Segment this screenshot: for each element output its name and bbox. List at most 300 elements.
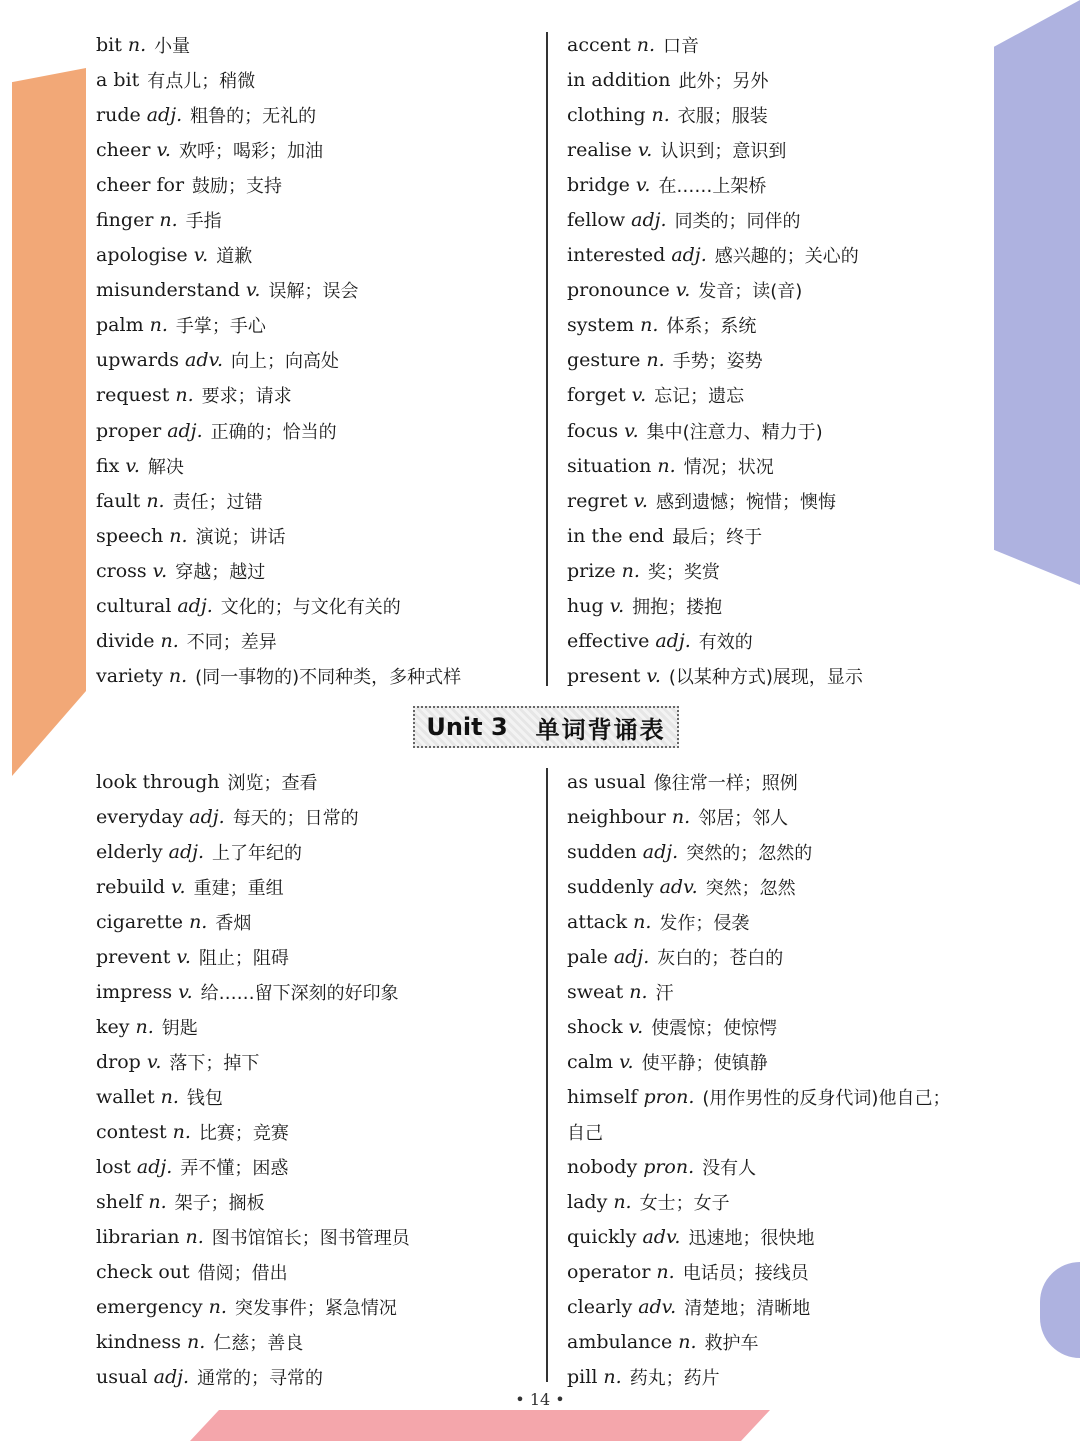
vocab-entry (96, 939, 536, 974)
vocab-meaning: 口音 (663, 35, 700, 57)
part-of-speech: adv. (638, 1295, 677, 1318)
vocab-meaning: 汗 (655, 982, 674, 1004)
vocab-meaning: 忘记；遗忘 (654, 386, 745, 408)
vocab-meaning: 有效的 (698, 632, 753, 654)
vocab-entry (567, 1044, 1007, 1079)
part-of-speech: adj. (136, 1155, 173, 1178)
part-of-speech: n. (127, 33, 147, 56)
vocab-meaning: 突然；忽然 (705, 877, 796, 899)
vocab-entry (96, 904, 536, 939)
vocab-entry (96, 1254, 536, 1289)
vocab-word: neighbour (567, 805, 666, 828)
part-of-speech: adj. (613, 945, 650, 968)
vocab-list-top-left (96, 27, 536, 694)
vocab-entry (567, 764, 1007, 799)
vocab-entry (567, 238, 1007, 273)
vocab-word: present (567, 665, 641, 688)
vocab-meaning: 清楚地；清晰地 (684, 1297, 811, 1319)
part-of-speech: v. (245, 279, 261, 302)
vocab-entry (96, 764, 536, 799)
part-of-speech: v. (619, 1050, 634, 1073)
vocab-meaning: 架子；搁板 (174, 1192, 265, 1214)
vocab-word: shock (567, 1015, 623, 1038)
vocab-word: apologise (96, 244, 188, 267)
vocab-entry (96, 659, 536, 694)
part-of-speech: n. (621, 559, 640, 582)
vocab-entry (96, 343, 536, 378)
part-of-speech: adj. (167, 419, 203, 442)
vocab-meaning: 阻止；阻碍 (198, 947, 289, 969)
part-of-speech: n. (146, 489, 165, 512)
vocab-word: kindness (96, 1330, 181, 1353)
vocab-meaning: 钥匙 (161, 1017, 198, 1039)
part-of-speech: n. (678, 1330, 697, 1353)
part-of-speech: adj. (189, 805, 225, 828)
part-of-speech: n. (186, 1330, 206, 1353)
vocab-meaning: 最后；终于 (672, 526, 763, 548)
part-of-speech: n. (633, 910, 652, 933)
vocab-word: hug (567, 595, 604, 618)
part-of-speech: n. (172, 1120, 191, 1143)
vocab-entry (567, 27, 1007, 62)
vocab-entry (96, 1079, 536, 1114)
vocab-word: palm (96, 314, 144, 337)
vocab-word: pronounce (567, 279, 670, 302)
vocab-meaning: 认识到；意识到 (660, 140, 787, 162)
vocab-entry (567, 553, 1007, 588)
vocab-word: prevent (96, 945, 171, 968)
vocab-word: realise (567, 138, 632, 161)
part-of-speech: n. (135, 1015, 154, 1038)
vocab-word: fix (96, 454, 120, 477)
vocab-meaning: 邻居；邻人 (698, 807, 789, 829)
vocab-word: drop (96, 1050, 141, 1073)
vocab-meaning: 文化的；与文化有关的 (220, 597, 401, 619)
part-of-speech: n. (657, 454, 676, 477)
part-of-speech: n. (646, 349, 665, 372)
part-of-speech: n. (189, 910, 208, 933)
vocab-word: finger (96, 209, 154, 232)
unit-banner (413, 706, 679, 748)
part-of-speech: n. (208, 1295, 227, 1318)
vocab-entry (96, 624, 536, 659)
vocab-meaning: 灰白的；苍白的 (657, 947, 784, 969)
vocab-entry (567, 413, 1007, 448)
vocab-entry (96, 1114, 536, 1149)
vocab-meaning: 使震惊；使惊愕 (651, 1017, 778, 1039)
part-of-speech: adj. (642, 840, 679, 863)
part-of-speech: n. (148, 1190, 167, 1213)
page-number: • 14 • (515, 1390, 565, 1409)
vocab-meaning: 弄不懂；困惑 (180, 1157, 289, 1179)
vocab-word: contest (96, 1120, 167, 1143)
vocab-word: pill (567, 1365, 598, 1388)
unit-label: Unit 3 (426, 713, 508, 741)
column-divider-top (546, 32, 548, 686)
vocab-meaning: 每天的；日常的 (232, 807, 359, 829)
vocab-word: calm (567, 1050, 614, 1073)
part-of-speech: v. (635, 173, 651, 196)
vocab-meaning: 上了年纪的 (212, 842, 303, 864)
vocab-word: emergency (96, 1295, 203, 1318)
unit-title: 单词背诵表 (535, 715, 666, 744)
vocab-entry (567, 273, 1007, 308)
column-divider-bottom (546, 768, 548, 1382)
vocab-word: divide (96, 630, 155, 653)
vocab-meaning: 衣服；服装 (677, 105, 768, 127)
vocab-entry (96, 27, 536, 62)
vocab-word: pale (567, 945, 608, 968)
part-of-speech: n. (613, 1190, 632, 1213)
vocab-meaning: 钱包 (186, 1087, 223, 1109)
vocab-meaning: 发音；读(音) (698, 281, 803, 303)
vocab-entry (567, 202, 1007, 237)
vocab-word: himself (567, 1085, 638, 1108)
vocab-meaning: 道歉 (216, 246, 253, 268)
vocab-word: upwards (96, 349, 179, 372)
vocab-meaning: 突发事件；紧急情况 (234, 1297, 397, 1319)
vocab-word: lost (96, 1155, 131, 1178)
vocab-entry (567, 904, 1007, 939)
vocab-meaning: 重建；重组 (193, 877, 284, 899)
vocab-meaning: 在……上架桥 (658, 175, 767, 197)
vocab-word: interested (567, 244, 666, 267)
vocab-word: prize (567, 559, 616, 582)
vocab-word: proper (96, 419, 162, 442)
vocab-meaning: 解决 (147, 456, 184, 478)
vocab-entry (567, 1184, 1007, 1219)
vocab-word: in addition (567, 68, 671, 91)
vocab-entry (567, 799, 1007, 834)
part-of-speech: n. (671, 805, 691, 828)
vocab-meaning: 小量 (154, 35, 191, 57)
vocab-word: elderly (96, 840, 163, 863)
part-of-speech: adv. (659, 875, 698, 898)
part-of-speech: n. (603, 1365, 622, 1388)
part-of-speech: n. (149, 314, 168, 337)
vocab-entry (96, 553, 536, 588)
vocab-entry (96, 1009, 536, 1044)
vocab-entry (96, 518, 536, 553)
vocab-entry (96, 974, 536, 1009)
vocab-entry (96, 202, 536, 237)
vocab-meaning: 感到遗憾；惋惜；懊悔 (655, 491, 836, 513)
part-of-speech: adj. (153, 1365, 190, 1388)
part-of-speech: n. (160, 1085, 179, 1108)
vocab-entry (96, 378, 536, 413)
vocab-entry (96, 167, 536, 202)
vocab-entry (567, 448, 1007, 483)
vocab-entry (567, 974, 1007, 1009)
vocab-entry (567, 834, 1007, 869)
part-of-speech: n. (185, 1225, 204, 1248)
vocab-word: rude (96, 103, 141, 126)
vocab-entry (96, 1324, 536, 1359)
vocab-entry (96, 834, 536, 869)
part-of-speech: adj. (631, 209, 667, 232)
vocab-word: everyday (96, 805, 184, 828)
vocab-meaning: 使平静；使镇静 (641, 1052, 768, 1074)
vocab-entry (567, 1079, 1007, 1114)
vocab-meaning: 落下；掉下 (169, 1052, 260, 1074)
vocab-entry (96, 1359, 536, 1394)
vocab-entry (96, 799, 536, 834)
vocab-word: cultural (96, 595, 172, 618)
vocab-entry (567, 659, 1007, 694)
vocab-meaning: 误解；误会 (268, 281, 359, 303)
vocab-entry (567, 1254, 1007, 1289)
vocab-entry (567, 518, 1007, 553)
vocab-entry (567, 167, 1007, 202)
vocab-meaning: 没有人 (702, 1157, 757, 1179)
vocab-meaning: 电话员；接线员 (682, 1262, 809, 1284)
part-of-speech: v. (156, 138, 171, 161)
vocab-entry (96, 1289, 536, 1324)
part-of-speech: n. (168, 665, 188, 688)
part-of-speech: v. (125, 454, 140, 477)
vocab-word: clothing (567, 103, 646, 126)
vocab-meaning: 有点儿；稍微 (147, 70, 256, 92)
vocab-entry (567, 869, 1007, 904)
part-of-speech: adj. (146, 103, 183, 126)
pink-decoration-bottom (190, 1410, 770, 1441)
vocab-word: key (96, 1015, 130, 1038)
vocab-entry (96, 308, 536, 343)
vocab-word: sudden (567, 840, 637, 863)
vocab-word: usual (96, 1365, 148, 1388)
vocab-word: request (96, 384, 170, 407)
vocab-meaning: (用作男性的反身代词)他自己； (702, 1087, 951, 1109)
vocab-entry (96, 1219, 536, 1254)
vocab-entry (567, 1219, 1007, 1254)
vocab-meaning: 正确的；恰当的 (210, 421, 337, 443)
vocab-entry (96, 1184, 536, 1219)
part-of-speech: adj. (177, 595, 213, 618)
vocab-word: system (567, 314, 635, 337)
vocab-entry (567, 308, 1007, 343)
vocab-meaning: 拥抱；搂抱 (632, 597, 723, 619)
vocab-meaning: 突然的；忽然的 (686, 842, 813, 864)
vocab-entry (96, 589, 536, 624)
vocab-meaning: 手掌；手心 (175, 316, 266, 338)
vocab-meaning: 集中(注意力、精力于) (646, 421, 823, 443)
vocab-word: sweat (567, 980, 624, 1003)
vocab-meaning: 借阅；借出 (197, 1262, 288, 1284)
vocab-word: rebuild (96, 875, 166, 898)
vocab-meaning: 体系；系统 (666, 316, 757, 338)
violet-decoration-bottom (1040, 1262, 1080, 1358)
vocab-entry (96, 869, 536, 904)
vocab-entry (96, 273, 536, 308)
vocab-meaning: 发作；侵袭 (659, 912, 750, 934)
vocab-word: quickly (567, 1225, 637, 1248)
vocab-word: speech (96, 524, 164, 547)
part-of-speech: n. (160, 630, 179, 653)
vocab-list-bottom-left (96, 764, 536, 1394)
vocab-entry (96, 1044, 536, 1079)
vocab-meaning: 要求；请求 (201, 386, 292, 408)
vocab-meaning: 像往常一样；照例 (653, 772, 798, 794)
part-of-speech: n. (636, 33, 656, 56)
vocab-word: gesture (567, 349, 641, 372)
vocab-meaning: 感兴趣的；关心的 (714, 246, 859, 268)
vocab-meaning: 迅速地；很快地 (688, 1227, 815, 1249)
vocab-meaning: 女士；女子 (639, 1192, 730, 1214)
part-of-speech: v. (176, 945, 191, 968)
vocab-entry (567, 343, 1007, 378)
part-of-speech: v. (193, 244, 209, 267)
vocab-meaning: (以某种方式)展现，显示 (668, 667, 863, 689)
vocab-word: effective (567, 630, 650, 653)
vocab-word: fault (96, 489, 141, 512)
vocab-word: ambulance (567, 1330, 673, 1353)
vocab-entry (96, 62, 536, 97)
part-of-speech: adv. (642, 1225, 681, 1248)
vocab-meaning: 浏览；查看 (227, 772, 318, 794)
part-of-speech: n. (656, 1260, 675, 1283)
vocab-word: a bit (96, 68, 140, 91)
vocab-word: cheer (96, 138, 151, 161)
part-of-speech: v. (152, 559, 168, 582)
vocab-meaning: 香烟 (215, 912, 252, 934)
part-of-speech: n. (640, 314, 659, 337)
vocab-entry (567, 1359, 1007, 1394)
part-of-speech: adj. (671, 244, 707, 267)
part-of-speech: adj. (168, 840, 205, 863)
vocab-entry (567, 1324, 1007, 1359)
vocab-meaning: 药丸；药片 (629, 1367, 720, 1389)
vocab-list-top-right (567, 27, 1007, 694)
vocab-meaning: 通常的；寻常的 (197, 1367, 324, 1389)
vocab-word: look through (96, 770, 220, 793)
part-of-speech: v. (631, 384, 647, 407)
vocab-meaning: 此外；另外 (678, 70, 769, 92)
part-of-speech: v. (675, 279, 691, 302)
vocab-entry (567, 1009, 1007, 1044)
vocab-meaning: 同类的；同伴的 (674, 211, 801, 233)
vocab-word: regret (567, 489, 628, 512)
vocab-meaning: 手指 (185, 211, 222, 233)
vocab-meaning: 自己 (567, 1122, 603, 1144)
vocab-entry (567, 483, 1007, 518)
part-of-speech: n. (651, 103, 670, 126)
vocab-entry (567, 1149, 1007, 1184)
part-of-speech: adj. (655, 630, 691, 653)
part-of-speech: pron. (643, 1155, 695, 1178)
orange-decoration (12, 68, 86, 776)
vocab-word: bit (96, 33, 122, 56)
part-of-speech: n. (169, 524, 188, 547)
vocab-meaning: 仁慈；善良 (213, 1332, 304, 1354)
part-of-speech: pron. (643, 1085, 695, 1108)
vocab-meaning: 鼓励；支持 (192, 175, 283, 197)
vocab-word: operator (567, 1260, 651, 1283)
part-of-speech: v. (633, 489, 648, 512)
vocab-meaning: 穿越；越过 (175, 561, 266, 583)
vocab-meaning: 奖；奖赏 (647, 561, 720, 583)
vocab-meaning: 不同；差异 (186, 632, 277, 654)
part-of-speech: v. (628, 1015, 644, 1038)
vocab-word: cigarette (96, 910, 184, 933)
vocab-meaning: 责任；过错 (172, 491, 263, 513)
part-of-speech: n. (175, 384, 194, 407)
vocab-meaning: 演说；讲话 (195, 526, 286, 548)
vocab-word: forget (567, 384, 626, 407)
vocab-meaning: (同一事物的)不同种类，多种式样 (195, 667, 462, 689)
vocab-meaning: 欢呼；喝彩；加油 (178, 140, 323, 162)
vocab-entry (567, 62, 1007, 97)
vocab-word: situation (567, 454, 652, 477)
vocab-entry (96, 483, 536, 518)
vocab-meaning: 向上；向高处 (231, 351, 340, 373)
vocab-word: attack (567, 910, 628, 933)
vocab-word: wallet (96, 1085, 155, 1108)
vocab-entry (96, 97, 536, 132)
part-of-speech: v. (646, 665, 661, 688)
vocab-meaning: 比赛；竞赛 (198, 1122, 289, 1144)
vocab-meaning: 救护车 (704, 1332, 759, 1354)
vocab-word: check out (96, 1260, 190, 1283)
vocab-word: variety (96, 665, 163, 688)
vocab-entry (567, 1114, 1007, 1149)
part-of-speech: v. (624, 419, 639, 442)
vocab-word: shelf (96, 1190, 143, 1213)
vocab-entry (567, 97, 1007, 132)
part-of-speech: v. (171, 875, 186, 898)
part-of-speech: v. (178, 980, 193, 1003)
part-of-speech: v. (609, 595, 625, 618)
vocab-word: as usual (567, 770, 646, 793)
vocab-entry (567, 132, 1007, 167)
vocab-entry (96, 1149, 536, 1184)
part-of-speech: n. (159, 209, 178, 232)
vocab-entry (96, 238, 536, 273)
vocab-entry (96, 132, 536, 167)
vocab-word: lady (567, 1190, 608, 1213)
vocab-word: fellow (567, 209, 626, 232)
vocab-word: suddenly (567, 875, 654, 898)
vocab-entry (567, 589, 1007, 624)
part-of-speech: v. (146, 1050, 162, 1073)
vocab-entry (96, 448, 536, 483)
vocab-word: impress (96, 980, 173, 1003)
vocab-entry (567, 939, 1007, 974)
vocab-word: librarian (96, 1225, 180, 1248)
vocab-entry (567, 624, 1007, 659)
vocab-word: clearly (567, 1295, 633, 1318)
vocab-word: misunderstand (96, 279, 240, 302)
vocab-entry (567, 1289, 1007, 1324)
vocab-word: in the end (567, 524, 665, 547)
vocab-list-bottom-right (567, 764, 1007, 1394)
vocab-meaning: 粗鲁的；无礼的 (190, 105, 317, 127)
vocab-meaning: 手势；姿势 (672, 351, 763, 373)
part-of-speech: n. (629, 980, 648, 1003)
vocab-word: nobody (567, 1155, 638, 1178)
vocab-meaning: 图书馆馆长；图书管理员 (211, 1227, 410, 1249)
vocab-entry (567, 378, 1007, 413)
vocab-meaning: 给……留下深刻的好印象 (200, 982, 399, 1004)
vocab-meaning: 情况；状况 (683, 456, 774, 478)
vocab-word: bridge (567, 173, 630, 196)
vocab-entry (96, 413, 536, 448)
vocab-word: cross (96, 559, 147, 582)
part-of-speech: adv. (185, 349, 224, 372)
vocab-word: cheer for (96, 173, 185, 196)
part-of-speech: v. (637, 138, 653, 161)
vocab-word: accent (567, 33, 631, 56)
vocab-word: focus (567, 419, 619, 442)
